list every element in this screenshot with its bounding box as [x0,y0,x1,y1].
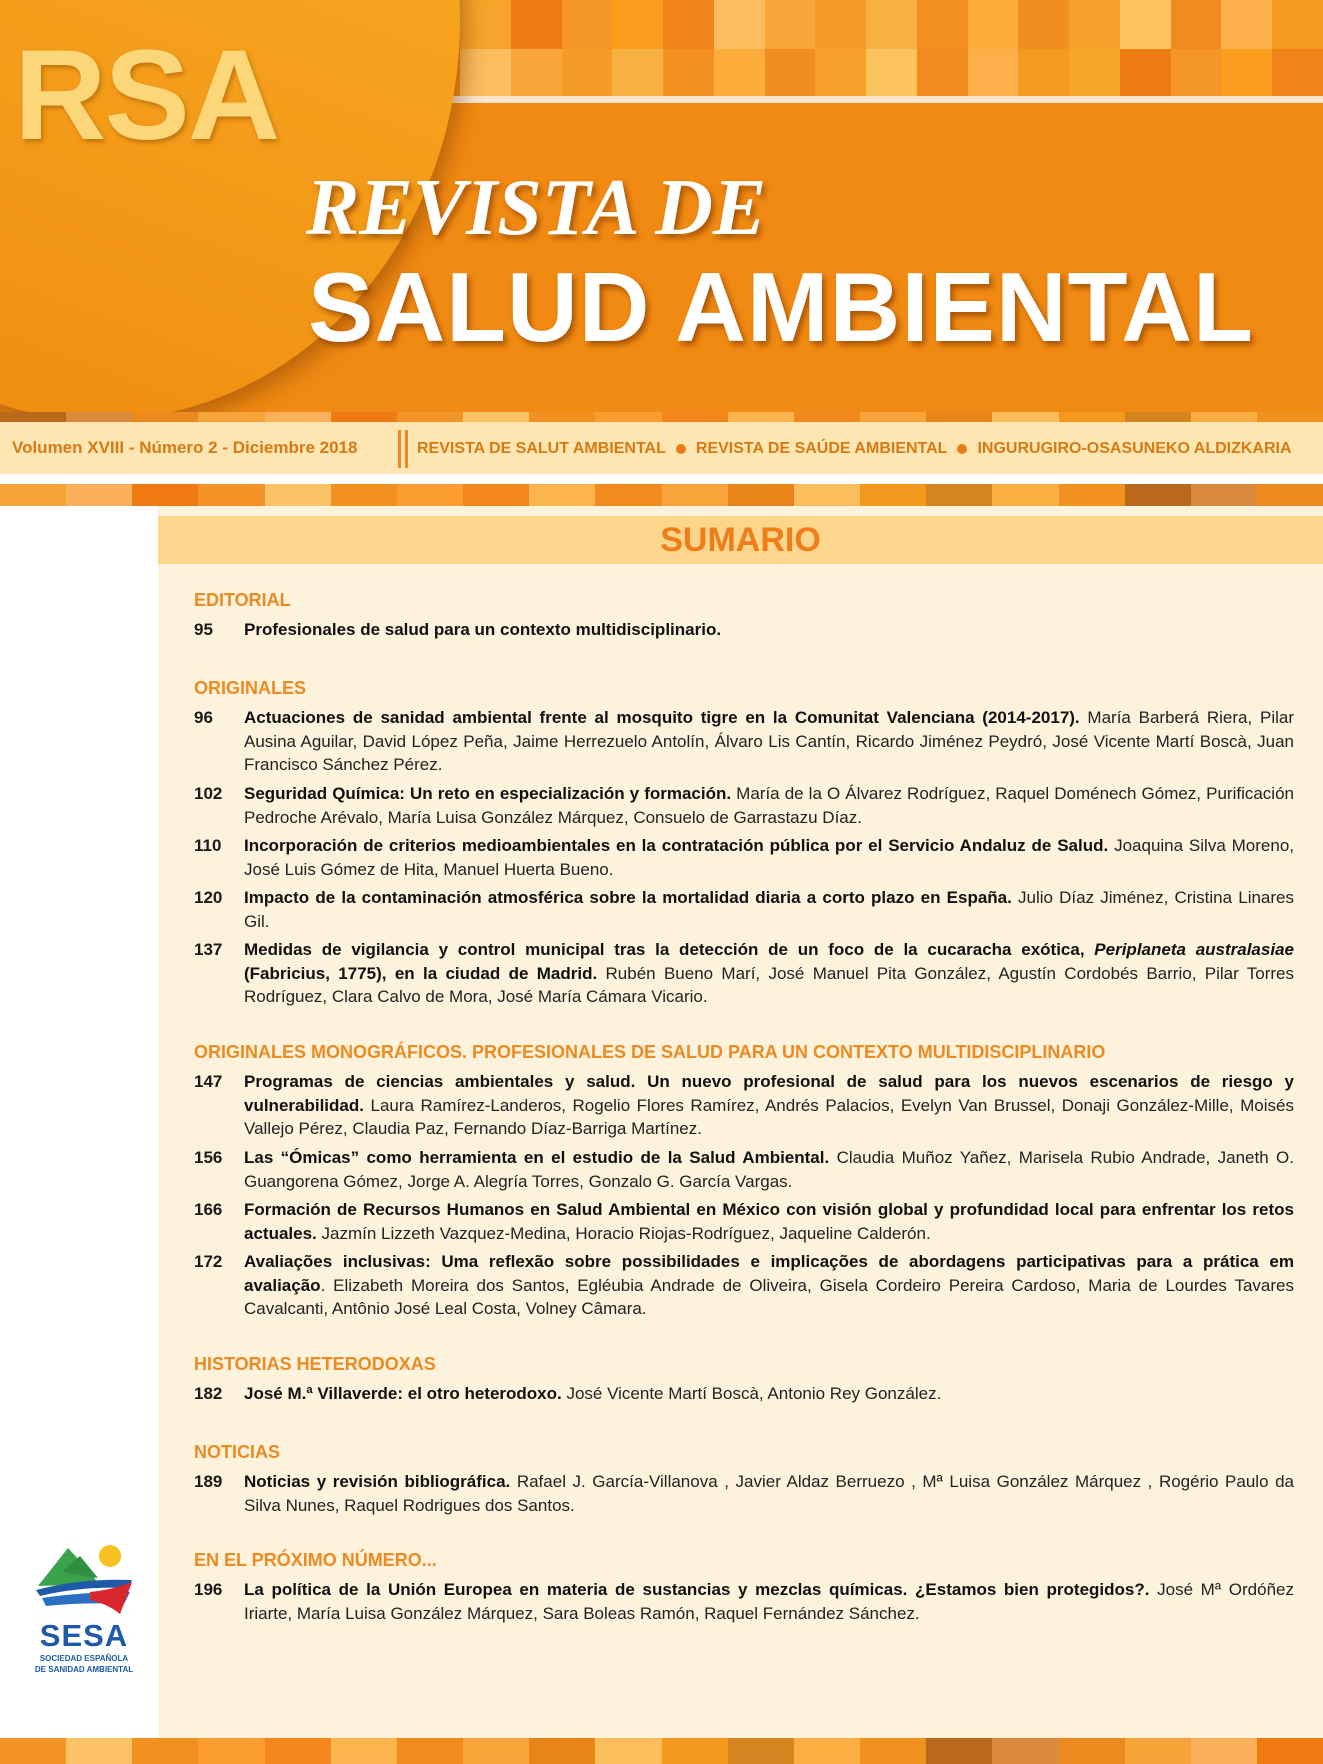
masthead-tile [1018,49,1069,98]
masthead-tile [714,49,765,98]
masthead-tile [866,0,917,49]
toc-entry[interactable] [194,886,1294,933]
article-title: Actuaciones de sanidad ambiental frente al mosquito tigre en la Comunitat Valenciana (2014-2017). [244,708,1080,727]
stripe-segment [860,1738,926,1764]
toc-entry[interactable] [194,1470,1294,1517]
masthead-tile [1120,0,1171,49]
stripe-segment [529,484,595,506]
stripe-segment [198,484,264,506]
masthead-tile [1221,0,1272,49]
bullet-icon [957,444,967,454]
article-title: Formación de Recursos Humanos en Salud Ambiental en México con visión global y profundidad local para enfrentar los retos actuales. [244,1200,1294,1243]
page-number: 196 [194,1580,223,1599]
article-title: Programas de ciencias ambientales y salud. Un nuevo profesional de salud para los nuevos escenarios de riesgo y vulnerabilidad. [244,1072,1294,1115]
stripe-segment [331,412,397,422]
article-authors: Rafael J. García-Villanova , Javier Aldaz Berruezo , Mª Luisa González Márquez , Rogério Paulo da Silva Nunes, Raquel Rodrigues dos Santos. [244,1472,1294,1515]
stripe-segment [992,484,1058,506]
stripe-segment [0,484,66,506]
page-number: 156 [194,1148,223,1167]
article-title: Avaliações inclusivas: Uma reflexão sobre possibilidades e implicações de abordagens participativas para a prática em avaliação [244,1252,1294,1295]
page-number: 96 [194,708,213,727]
sesa-subtitle: SOCIEDAD ESPAÑOLA [39,1654,129,1663]
article-title: Medidas de vigilancia y control municipal tras la detección de un foco de la cucaracha exótica, [244,940,1085,959]
masthead-tile [917,49,968,98]
stripe-segment [0,412,66,422]
stripe-segment [132,1738,198,1764]
page-number: 147 [194,1072,223,1091]
stripe-segment [463,1738,529,1764]
masthead-tile [663,0,714,49]
masthead-tile [1069,0,1120,49]
bullet-icon [676,444,686,454]
masthead-tile [815,0,866,49]
article-authors: José Vicente Martí Boscà, Antonio Rey González. [566,1384,942,1403]
stripe-segment [595,1738,661,1764]
article-authors: María de la O Álvarez Rodríguez, Raquel Doménech Gómez, Purificación Pedroche Arévalo, María Luisa González Márquez, Consuelo de Garrastazu Díaz. [244,784,1294,827]
masthead-tile [968,0,1019,49]
page-number: 95 [194,620,213,639]
stripe-segment [926,412,992,422]
stripe-segment [1059,412,1125,422]
stripe-segment [926,484,992,506]
stripe-segment [397,484,463,506]
toc-entry[interactable] [194,618,1294,642]
toc-entry[interactable] [194,1198,1294,1245]
stripe-segment [1191,1738,1257,1764]
stripe-segment [397,412,463,422]
stripe-segment [198,1738,264,1764]
article-authors: Jazmín Lizzeth Vazquez-Medina, Horacio Riojas-Rodríguez, Jaqueline Calderón. [321,1223,931,1243]
section-heading-editorial: EDITORIAL [194,590,291,610]
toc-entry[interactable] [194,1382,1294,1406]
stripe-segment [992,412,1058,422]
toc-entry[interactable] [194,782,1294,829]
stripe-segment [728,484,794,506]
stripe-segment [1257,484,1323,506]
section-heading-monograficos: ORIGINALES MONOGRÁFICOS. PROFESIONALES DE SALUD PARA UN CONTEXTO MULTIDISCIPLINARIO [194,1042,1106,1062]
article-authors: José Mª Ordóñez Iriarte, María Luisa González Márquez, Sara Boleas Ramón, Raquel Fernández Sánchez. [244,1580,1294,1623]
issue-label: Volumen XVIII - Número 2 - Diciembre 2018 [12,438,358,457]
section-heading-historias: HISTORIAS HETERODOXAS [194,1354,436,1374]
masthead-tile [511,0,562,49]
page-number: 166 [194,1200,223,1219]
masthead-tile [562,0,613,49]
summary-title: SUMARIO [660,521,821,559]
masthead-tile [663,49,714,98]
article-authors: Joaquina Silva Moreno, José Luis Gómez de Hita, Manuel Huerta Bueno. [244,836,1294,879]
stripe-segment [66,1738,132,1764]
stripe-segment [595,484,661,506]
section-heading-noticias: NOTICIAS [194,1442,281,1462]
masthead-tile [714,0,765,49]
divider [405,430,408,468]
stripe-segment [331,1738,397,1764]
section-heading-originales: ORIGINALES [194,678,307,698]
article-authors: María Barberá Riera, Pilar Ausina Aguilar, David López Peña, Jaime Herrezuelo Antolín, Álvaro Lis Cantín, Ricardo Jiménez Peydró, José Vicente Martí Boscà, Juan Francisco Sánchez Pérez. [244,708,1294,774]
article-authors: Claudia Muñoz Yañez, Marisela Rubio Andrade, Janeth O. Guangorena Gómez, Jorge A. Alegría Torres, Gonzalo G. García Vargas. [244,1148,1294,1191]
stripe-segment [794,412,860,422]
toc-entry[interactable] [194,706,1294,777]
toc-entry[interactable] [194,1146,1294,1193]
stripe-segment [132,412,198,422]
masthead-tile [1272,49,1323,98]
section-heading-proximo-numero: EN EL PRÓXIMO NÚMERO... [194,1550,437,1570]
masthead-tile [1069,49,1120,98]
language-title-basque: INGURUGIRO-OSASUNEKO ALDIZKARIA [977,440,1292,457]
stripe-segment [0,1738,66,1764]
stripe-segment [595,412,661,422]
page-number: 137 [194,940,223,959]
stripe-segment [992,1738,1058,1764]
article-title: Profesionales de salud para un contexto multidisciplinario. [244,620,722,639]
masthead-divider [380,96,1323,103]
stripe-segment [1125,1738,1191,1764]
stripe-segment [794,1738,860,1764]
article-title: José M.ª Villaverde: el otro heterodoxo. [244,1384,562,1403]
article-title-continued: (Fabricius, 1775), en la ciudad de Madrid. [244,963,598,983]
top-divider-stripe [0,412,1323,422]
masthead-tile [968,49,1019,98]
masthead-tile [511,49,562,98]
stripe-segment [1059,1738,1125,1764]
masthead-tile [612,49,663,98]
stripe-segment [1059,484,1125,506]
masthead-tile [765,0,816,49]
stripe-segment [463,484,529,506]
sesa-subtitle: DE SANIDAD AMBIENTAL [34,1665,134,1674]
masthead-tile [866,49,917,98]
stripe-segment [529,412,595,422]
stripe-segment [794,484,860,506]
page-number: 189 [194,1472,223,1491]
stripe-segment [926,1738,992,1764]
sesa-logo [32,1534,136,1674]
stripe-segment [662,484,728,506]
masthead-tile [460,0,511,49]
toc-entry[interactable] [194,938,1294,1009]
sesa-emblem-icon [32,1534,136,1618]
stripe-segment [860,412,926,422]
journal-title-line1: REVISTA DE [306,164,767,252]
summary-header [158,516,1323,564]
article-title: Las “Ómicas” como herramienta en el estudio de la Salud Ambiental. [244,1148,830,1167]
article-authors: Julio Díaz Jiménez, Cristina Linares Gil. [244,888,1295,931]
masthead-tile [815,49,866,98]
article-title: Noticias y revisión bibliográfica. [244,1472,511,1491]
journal-abbreviation: RSA [14,24,279,167]
masthead-tile [562,49,613,98]
stripe-segment [728,412,794,422]
divider [398,430,401,468]
toc-entry[interactable] [194,1578,1294,1625]
toc-entry[interactable] [194,1250,1294,1321]
stripe-segment [1257,412,1323,422]
journal-title-line2: SALUD AMBIENTAL [308,252,1254,362]
page-number: 102 [194,784,223,803]
language-titles [417,440,1292,458]
masthead-tile [1221,49,1272,98]
masthead-tile [1272,0,1323,49]
masthead-tile [1171,49,1222,98]
toc-entry[interactable] [194,834,1294,881]
masthead-tile [1018,0,1069,49]
article-authors: Rubén Bueno Marí, José Manuel Pita González, Agustín Cordobés Barrio, Pilar Torres Rodríguez, Clara Calvo de Mora, José María Cámara Vicario. [244,963,1294,1006]
article-title: Seguridad Química: Un reto en especialización y formación. [244,784,732,803]
stripe-segment [1125,412,1191,422]
sesa-name: SESA [39,1618,129,1653]
masthead-tile [612,0,663,49]
masthead-tile [460,49,511,98]
language-title-galician: REVISTA DE SAÚDE AMBIENTAL [695,440,948,457]
stripe-segment [331,484,397,506]
stripe-segment [1191,412,1257,422]
species-name: Periplaneta australasiae [1094,940,1294,959]
stripe-segment [728,1738,794,1764]
stripe-segment [1125,484,1191,506]
stripe-segment [66,412,132,422]
article-title: La política de la Unión Europea en materia de sustancias y mezclas químicas. ¿Estamos bien protegidos?. [244,1580,1150,1599]
page-number: 120 [194,888,223,907]
language-title-catalan: REVISTA DE SALUT AMBIENTAL [417,440,666,457]
article-authors: . Elizabeth Moreira dos Santos, Egléubia Andrade de Oliveira, Gisela Cordeiro Pereira Cardoso, Maria de Lourdes Tavares Cavalcanti, Antônio José Leal Costa, Volney Câmara. [244,1275,1294,1318]
page-number: 182 [194,1384,223,1403]
stripe-segment [463,412,529,422]
stripe-segment [529,1738,595,1764]
table-of-contents [158,506,1323,1738]
issue-info-bar [0,422,1323,474]
stripe-segment [265,412,331,422]
stripe-segment [66,484,132,506]
stripe-segment [265,1738,331,1764]
masthead-tile [1171,0,1222,49]
stripe-segment [397,1738,463,1764]
page-number: 110 [194,836,222,855]
masthead-tile-pattern [460,0,1323,98]
masthead [0,0,1323,412]
stripe-segment [662,412,728,422]
stripe-segment [198,412,264,422]
stripe-segment [1257,1738,1323,1764]
masthead-tile [765,49,816,98]
stripe-segment [132,484,198,506]
toc-entry[interactable] [194,1070,1294,1141]
masthead-tile [1120,49,1171,98]
masthead-tile [917,0,968,49]
article-title: Incorporación de criterios medioambientales en la contratación pública por el Servicio Andaluz de Salud. [244,836,1109,855]
bottom-color-stripe [0,1738,1323,1764]
article-authors: Laura Ramírez-Landeros, Rogelio Flores Ramírez, Andrés Palacios, Evelyn Van Brussel, Donaji González-Mille, Moisés Vallejo Pérez, Claudia Paz, Fernando Díaz-Barriga Martínez. [244,1095,1294,1138]
color-stripe [0,484,1323,506]
stripe-segment [265,484,331,506]
stripe-segment [662,1738,728,1764]
article-title: Impacto de la contaminación atmosférica sobre la mortalidad diaria a corto plazo en España. [244,888,1012,907]
stripe-segment [860,484,926,506]
page-number: 172 [194,1252,223,1271]
stripe-segment [1191,484,1257,506]
